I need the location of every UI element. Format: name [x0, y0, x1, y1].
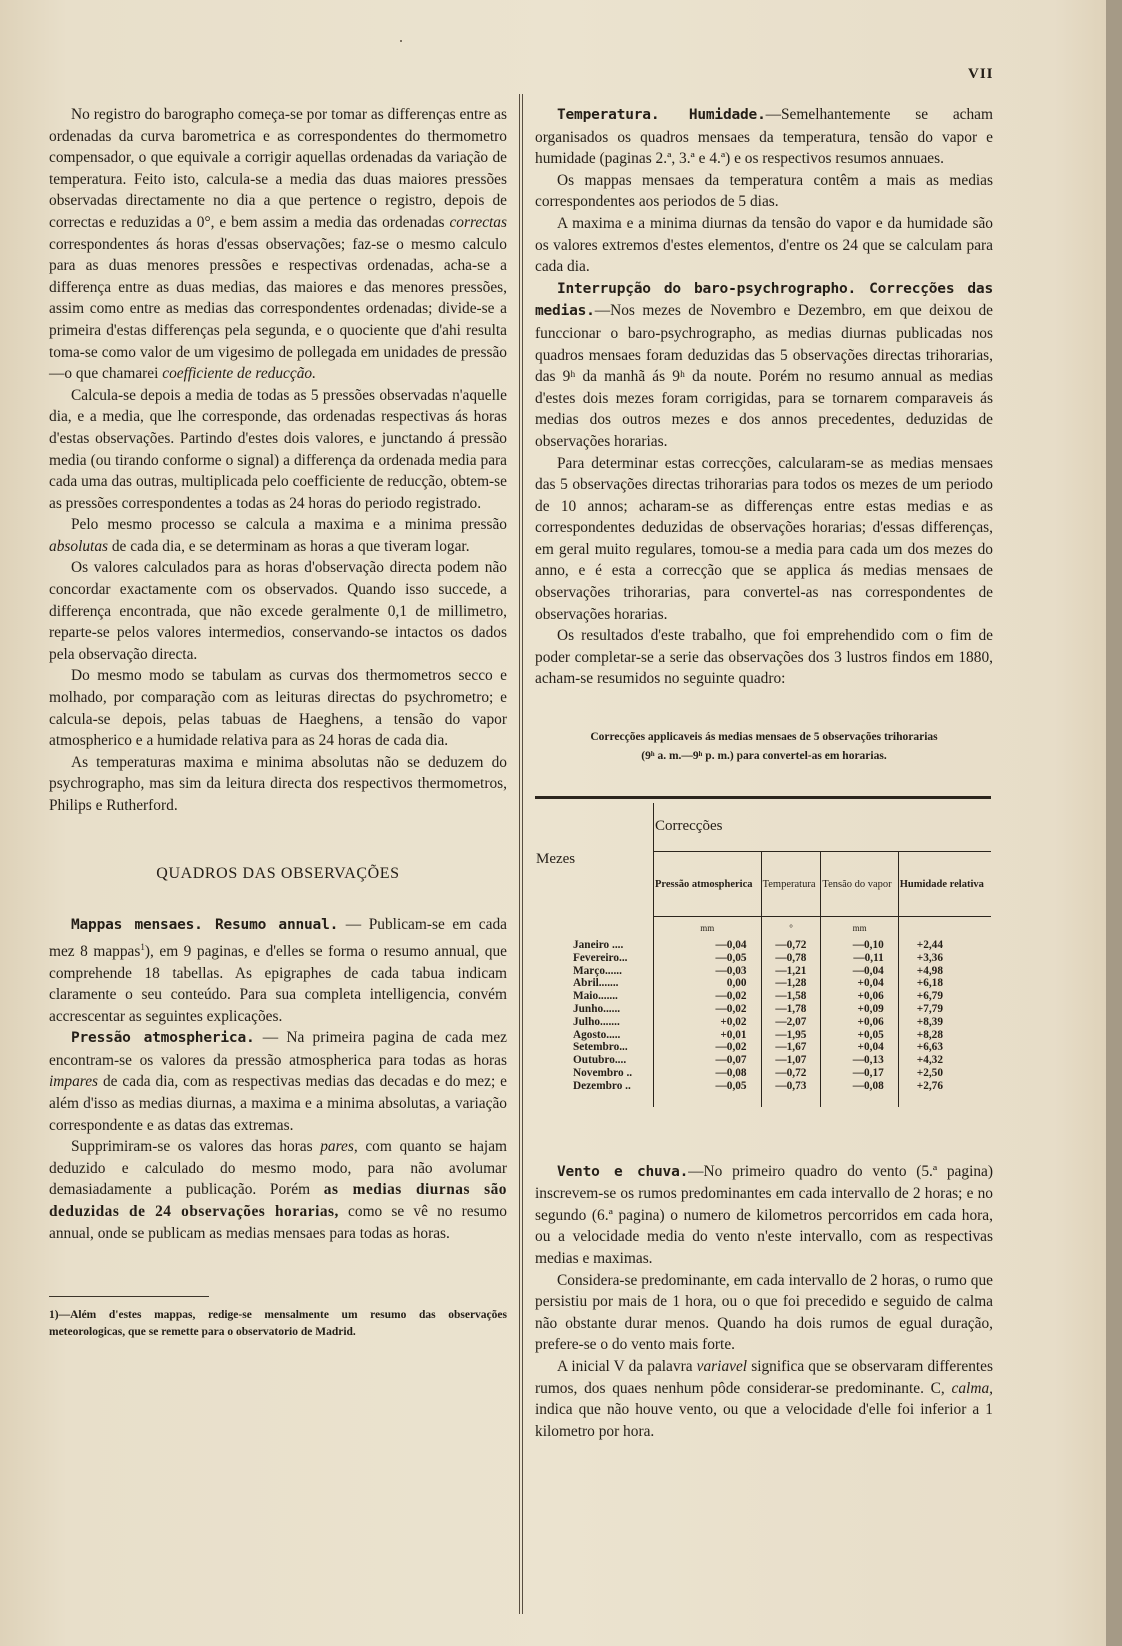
pressao-cell: —0,02	[654, 990, 762, 1003]
tensao-cell: +0,04	[821, 977, 898, 990]
header-tensao: Tensão do vapor	[821, 852, 898, 917]
column-divider	[519, 94, 523, 1614]
paragraph-media-pressoes: Calcula-se depois a media de todas as 5 pressões observadas n'aquelle dia, e a media, que lhe corresponde, das ordenadas respectivas ás horas d'estas observações. Partindo d'estes dois valores, e junctando á pressão media (ou tirando conforme o signal) a differença da ordenada media para cada uma das outras, multiplicada pelo coefficiente de reducção, obtem-se as pressões correspondentes a todas as 24 horas do periodo registrado.	[49, 386, 507, 512]
pressao-cell: —0,05	[654, 1080, 762, 1093]
footnote-ref: 1	[140, 941, 145, 952]
table-caption: Correcções applicaveis ás medias mensaes de 5 observações trihorarias (9ʰ a. m.—9ʰ p. m.) para convertel-as em horarias.	[590, 731, 938, 763]
humidade-cell: +6,79	[916, 990, 943, 1003]
pressao-cell: +0,01	[654, 1029, 762, 1042]
paragraph-vento-chuva: Vento e chuva.—No primeiro quadro do vento (5.ª pagina) inscrevem-se os rumos predominantes em cada intervallo de 2 horas; e no segundo (6.ª pagina) o numero de kilometros percorridos em cada hora, ou a velocidade media do vento n'este intervallo, com as respectivas medias e maximas.	[535, 1162, 994, 1267]
temperatura-cell: —0,78	[761, 952, 821, 965]
temperatura-cell: —1,07	[761, 1054, 821, 1067]
table-row	[535, 1054, 991, 1067]
paragraph-temperaturas-absolutas: As temperaturas maxima e minima absolutas não se deduzem do psychrographo, mas sim da leitura directa dos respectivos thermometros, Philips e Rutherford.	[49, 753, 507, 814]
month-cell: Abril.......	[535, 977, 654, 990]
header-temperatura: Temperatura	[761, 852, 821, 917]
run-in-heading: Interrupção do baro-psychrographo. Correcções das medias.	[535, 280, 993, 320]
corrections-table	[535, 796, 991, 1107]
month-cell: Maio.......	[535, 990, 654, 1003]
run-in-heading: Temperatura. Humidade.	[557, 107, 766, 123]
section-title: QUADROS DAS OBSERVAÇÕES	[156, 864, 400, 882]
temperatura-cell: —1,58	[761, 990, 821, 1003]
humidade-cell: +3,36	[916, 951, 943, 964]
run-in-heading: Pressão atmospherica.	[71, 1030, 255, 1047]
table-row	[535, 1067, 991, 1080]
tensao-cell: +0,09	[821, 1003, 898, 1016]
paragraph-barographo: No registro do barographo começa-se por tomar as differenças entre as ordenadas da curva barometrica e as correspondentes do thermometro compensador, o que equivale a corrigir aquellas ordenadas da variação de temperatura. Feito isto, calcula-se a media das duas maiores pressões observadas directamente no dia a que pertence o registro, depois de correctas e reduzidas a 0°, e bem assim a media das ordenadas correctas correspondentes ás horas d'essas observações; faz-se o mesmo calculo para as duas menores pressões e respectivas ordenadas, acha-se a differença entre as duas medias, das maiores e das menores pressões, assim como entre as medias das correspondentes ordenadas; divide-se a primeira d'estas differenças pela segunda, e o quociente que d'ahi resulta toma-se como valor de um vigesimo de pollegada em unidades de pressão—o que chamarei coefficiente de reducção.	[49, 106, 507, 383]
month-cell: Setembro...	[535, 1041, 654, 1054]
pressao-cell: —0,02	[654, 1041, 762, 1054]
month-cell: Outubro....	[535, 1054, 654, 1067]
humidade-cell: +2,76	[916, 1079, 943, 1092]
month-cell: Junho......	[535, 1003, 654, 1016]
run-in-heading: Vento e chuva.	[557, 1163, 689, 1180]
pressao-cell: —0,08	[654, 1067, 762, 1080]
tensao-cell: +0,06	[821, 1016, 898, 1029]
pressao-cell: —0,04	[654, 939, 762, 952]
pressao-cell: —0,05	[654, 952, 762, 965]
table-row	[535, 1003, 991, 1016]
tensao-cell: +0,06	[821, 990, 898, 1003]
bold-emphasis: as medias diurnas são deduzidas de 24 observações horarias,	[49, 1181, 507, 1221]
paragraph-mappas-mensaes: Mappas mensaes. Resumo annual. — Publicam-se em cada mez 8 mappas$^1$), em 9 paginas, e d'elles se forma o resumo annual, que comprehende 18 tabellas. As epigraphes de cada tabua indicam claramente o seu conteúdo. Para sua completa intelligencia, convém accrescentar as seguintes explicações.	[49, 916, 507, 1025]
page-number: VII	[968, 66, 994, 82]
paragraph-periodos-5-dias: Os mappas mensaes da temperatura contêm a mais as medias correspondentes aos periodos de 5 dias.	[535, 171, 993, 211]
temperatura-cell: —1,67	[761, 1041, 821, 1054]
tensao-cell: +0,04	[821, 1041, 898, 1054]
print-speck	[400, 40, 402, 42]
table-row	[535, 990, 991, 1003]
pressao-cell: +0,02	[654, 1016, 762, 1029]
tensao-cell: —0,13	[821, 1054, 898, 1067]
table-row	[535, 1041, 991, 1054]
table-row	[535, 952, 991, 965]
unit-label: °	[761, 917, 821, 940]
unit-label: mm	[821, 917, 898, 940]
tensao-cell: —0,04	[821, 965, 898, 978]
table-row	[535, 1080, 991, 1093]
month-cell: Agosto.....	[535, 1029, 654, 1042]
paragraph-maxima-minima: Pelo mesmo processo se calcula a maxima e a minima pressão absolutas de cada dia, e se determinam as horas a que tiveram logar.	[49, 516, 507, 555]
pressao-cell: —0,02	[654, 1003, 762, 1016]
paragraph-resultados: Os resultados d'este trabalho, que foi emprehendido com o fim de poder completar-se a serie das observações dos 3 lustros findos em 1880, acham-se resumidos no seguinte quadro:	[535, 627, 993, 688]
humidade-cell: +4,98	[916, 964, 943, 977]
tensao-cell: —0,11	[821, 952, 898, 965]
paragraph-supprimiram: Supprimiram-se os valores das horas pares, com quanto se hajam deduzido e calculado do mesmo modo, para não avolumar demasiadamente a publicação. Porém as medias diurnas são deduzidas de 24 observações horarias, como se vê no resumo annual, onde se publicam as medias mensaes para todas as horas.	[49, 1138, 507, 1242]
table-row	[535, 1029, 991, 1042]
temperatura-cell: —1,21	[761, 965, 821, 978]
month-cell: Novembro ..	[535, 1067, 654, 1080]
paragraph-valores-calculados: Os valores calculados para as horas d'observação directa podem não concordar exactamente com os observados. Quando isso succede, a differença encontrada, que não excede geralmente 0,1 de millimetro, reparte-se pelos valores intermedios, conservando-se intactos os dados pela observação directa.	[49, 559, 507, 663]
header-mezes: Mezes	[535, 803, 654, 917]
temperatura-cell: —0,72	[761, 939, 821, 952]
pressao-cell: —0,07	[654, 1054, 762, 1067]
tensao-cell: —0,17	[821, 1067, 898, 1080]
month-cell: Dezembro ..	[535, 1080, 654, 1093]
month-cell: Janeiro ....	[535, 939, 654, 952]
humidade-cell: +4,32	[916, 1054, 943, 1067]
humidade-cell: +8,28	[916, 1028, 943, 1041]
paragraph-predominante: Considera-se predominante, em cada intervallo de 2 horas, o rumo que persistiu por mais de 1 hora, ou o que foi precedido e seguido de calma não obstante durar menos. Quando ha dois rumos de egual duração, prefere-se o do vento mais forte.	[535, 1271, 993, 1354]
month-cell: Março......	[535, 965, 654, 978]
humidade-cell: +6,18	[916, 977, 943, 990]
paragraph-inicial-v: A inicial V da palavra variavel significa que se observaram differentes rumos, dos quaes nenhum pôde considerar-se predominante. C, calma, indica que não houve vento, ou que a velocidade d'elle foi inferior a 1 kilometro por hora.	[535, 1357, 993, 1440]
month-cell: Julho.......	[535, 1016, 654, 1029]
run-in-heading: Mappas mensaes. Resumo annual.	[71, 917, 339, 934]
header-correccoes: Correcções	[654, 803, 992, 852]
table-row	[535, 965, 991, 978]
humidade-cell: +6,63	[916, 1041, 943, 1054]
unit-label: mm	[654, 917, 762, 940]
paragraph-determinar-correccoes: Para determinar estas correcções, calcularam-se as medias mensaes das 5 observações directas trihorarias para todos os mezes de um periodo de 10 annos; acharam-se as differenças entre estas medias e as correspondentes deduzidas de observações horarias; d'essas differenças, em geral muito regulares, tomou-se a media para cada um dos mezes do anno, e é esta a correcção que se applica ás medias mensaes de observações trihorarias, para convertel-as nas correspondentes de observações horarias.	[535, 454, 993, 623]
header-humidade: Humidade relativa	[898, 852, 991, 917]
right-column	[535, 104, 993, 1442]
paragraph-tensao-vapor: A maxima e a minima diurnas da tensão do vapor e da humidade são os valores extremos d'estes elementos, d'entre os 24 que se calculam para cada dia.	[535, 214, 993, 276]
pressao-cell: 0,00	[654, 977, 762, 990]
paragraph-interrupcao: Interrupção do baro-psychrographo. Correcções das medias.—Nos mezes de Novembro e Dezembro, em que deixou de funccionar o baro-psychrographo, as medias diurnas publicadas nos quadros mensaes foram deduzidas das 5 observações directas trihorarias, das 9ʰ da manhã ás 9ʰ da noute. Porém no resumo annual as medias d'estes dois mezes foram corrigidas, para se tornarem comparaveis ás medias dos outros mezes e dos annos precedentes, deduzidas de observações horarias.	[535, 280, 993, 450]
tensao-cell: —0,08	[821, 1080, 898, 1093]
footnote: 1)—Além d'estes mappas, redige-se mensalmente um resumo das observações meteorologicas, que se remette para o observatorio de Madrid.	[49, 1309, 507, 1339]
pressao-cell: —0,03	[654, 965, 762, 978]
humidade-cell: +7,79	[916, 1003, 943, 1016]
humidade-cell: +8,39	[916, 1015, 943, 1028]
temperatura-cell: —0,73	[761, 1080, 821, 1093]
paragraph-thermometros: Do mesmo modo se tabulam as curvas dos thermometros secco e molhado, por comparação com as leituras directas do psychrometro; e calcula-se depois, pelas tabuas de Haeghens, a tensão do vapor atmospherico e a humidade relativa para as 24 horas de cada dia.	[49, 667, 507, 750]
temperatura-cell: —1,28	[761, 977, 821, 990]
month-cell: Fevereiro...	[535, 952, 654, 965]
footnote-rule	[49, 1296, 209, 1297]
humidade-cell: +2,50	[916, 1067, 943, 1079]
table-row	[535, 977, 991, 990]
temperatura-cell: —1,95	[761, 1029, 821, 1042]
page-edge	[1106, 0, 1122, 1646]
temperatura-cell: —0,72	[761, 1067, 821, 1080]
paragraph-pressao-atmospherica: Pressão atmospherica. — Na primeira pagina de cada mez encontram-se os valores da pressão atmospherica para todas as horas impares de cada dia, com as respectivas medias das decadas e do mez; e além d'isso as medias diurnas, a maxima e a minima absolutas, a variação correspondente e as datas das extremas.	[49, 1029, 507, 1134]
humidade-cell: +2,44	[916, 939, 943, 952]
table-row	[535, 1016, 991, 1029]
header-pressao: Pressão atmospherica	[654, 852, 762, 917]
left-column	[49, 104, 507, 1341]
tensao-cell: —0,10	[821, 939, 898, 952]
table-row	[535, 939, 991, 952]
tensao-cell: +0,05	[821, 1029, 898, 1042]
temperatura-cell: —2,07	[761, 1016, 821, 1029]
temperatura-cell: —1,78	[761, 1003, 821, 1016]
paragraph-temperatura-humidade: Temperatura. Humidade.—Semelhantemente se acham organisados os quadros mensaes da temperatura, tensão do vapor e humidade (paginas 2.ª, 3.ª e 4.ª) e os respectivos resumos annuaes.	[535, 106, 993, 168]
